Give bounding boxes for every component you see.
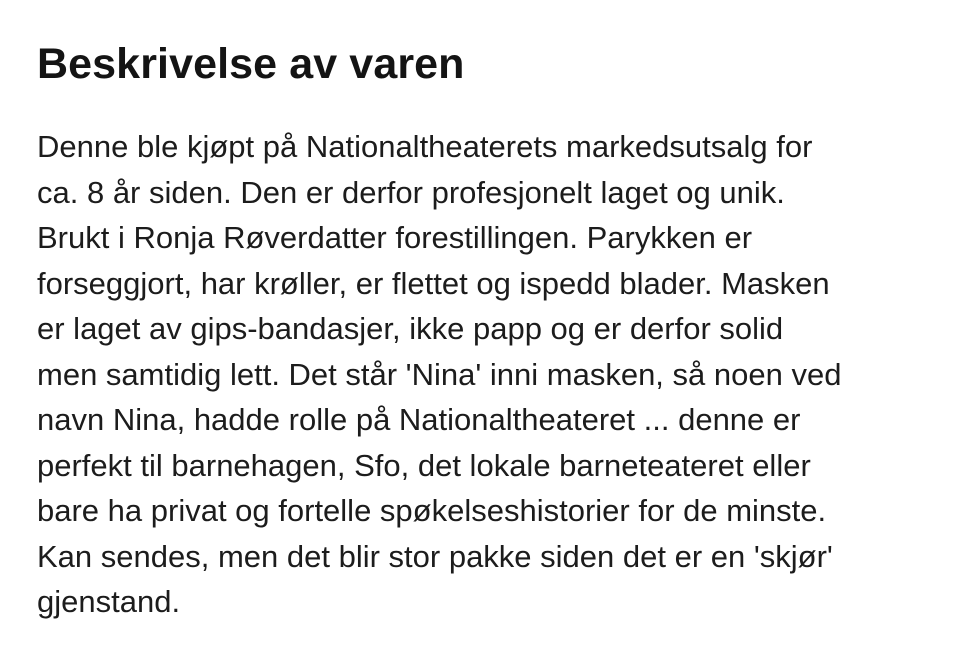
- description-line: perfekt til barnehagen, Sfo, det lokale barneteateret eller: [37, 447, 811, 483]
- description-line: forseggjort, har krøller, er flettet og ispedd blader. Masken: [37, 265, 830, 301]
- item-description-text: [37, 124, 937, 625]
- description-line: er laget av gips-bandasjer, ikke papp og er derfor solid: [37, 311, 784, 346]
- description-line: navn Nina, hadde rolle på Nationaltheateret ... denne er: [37, 402, 801, 437]
- description-line: ca. 8 år siden. Den er derfor profesjonelt laget og unik.: [37, 174, 785, 210]
- item-description-section: [37, 0, 937, 625]
- description-line: gjenstand.: [37, 584, 181, 619]
- description-line: Brukt i Ronja Røverdatter forestillingen. Parykken er: [37, 220, 753, 255]
- description-line: bare ha privat og fortelle spøkelseshistorier for de minste.: [37, 493, 827, 528]
- description-line: Denne ble kjøpt på Nationaltheaterets markedsutsalg for: [37, 129, 813, 164]
- description-line: Kan sendes, men det blir stor pakke siden det er en 'skjør': [37, 538, 833, 574]
- section-title: Beskrivelse av varen: [37, 40, 465, 88]
- description-line: men samtidig lett. Det står 'Nina' inni masken, så noen ved: [37, 356, 842, 392]
